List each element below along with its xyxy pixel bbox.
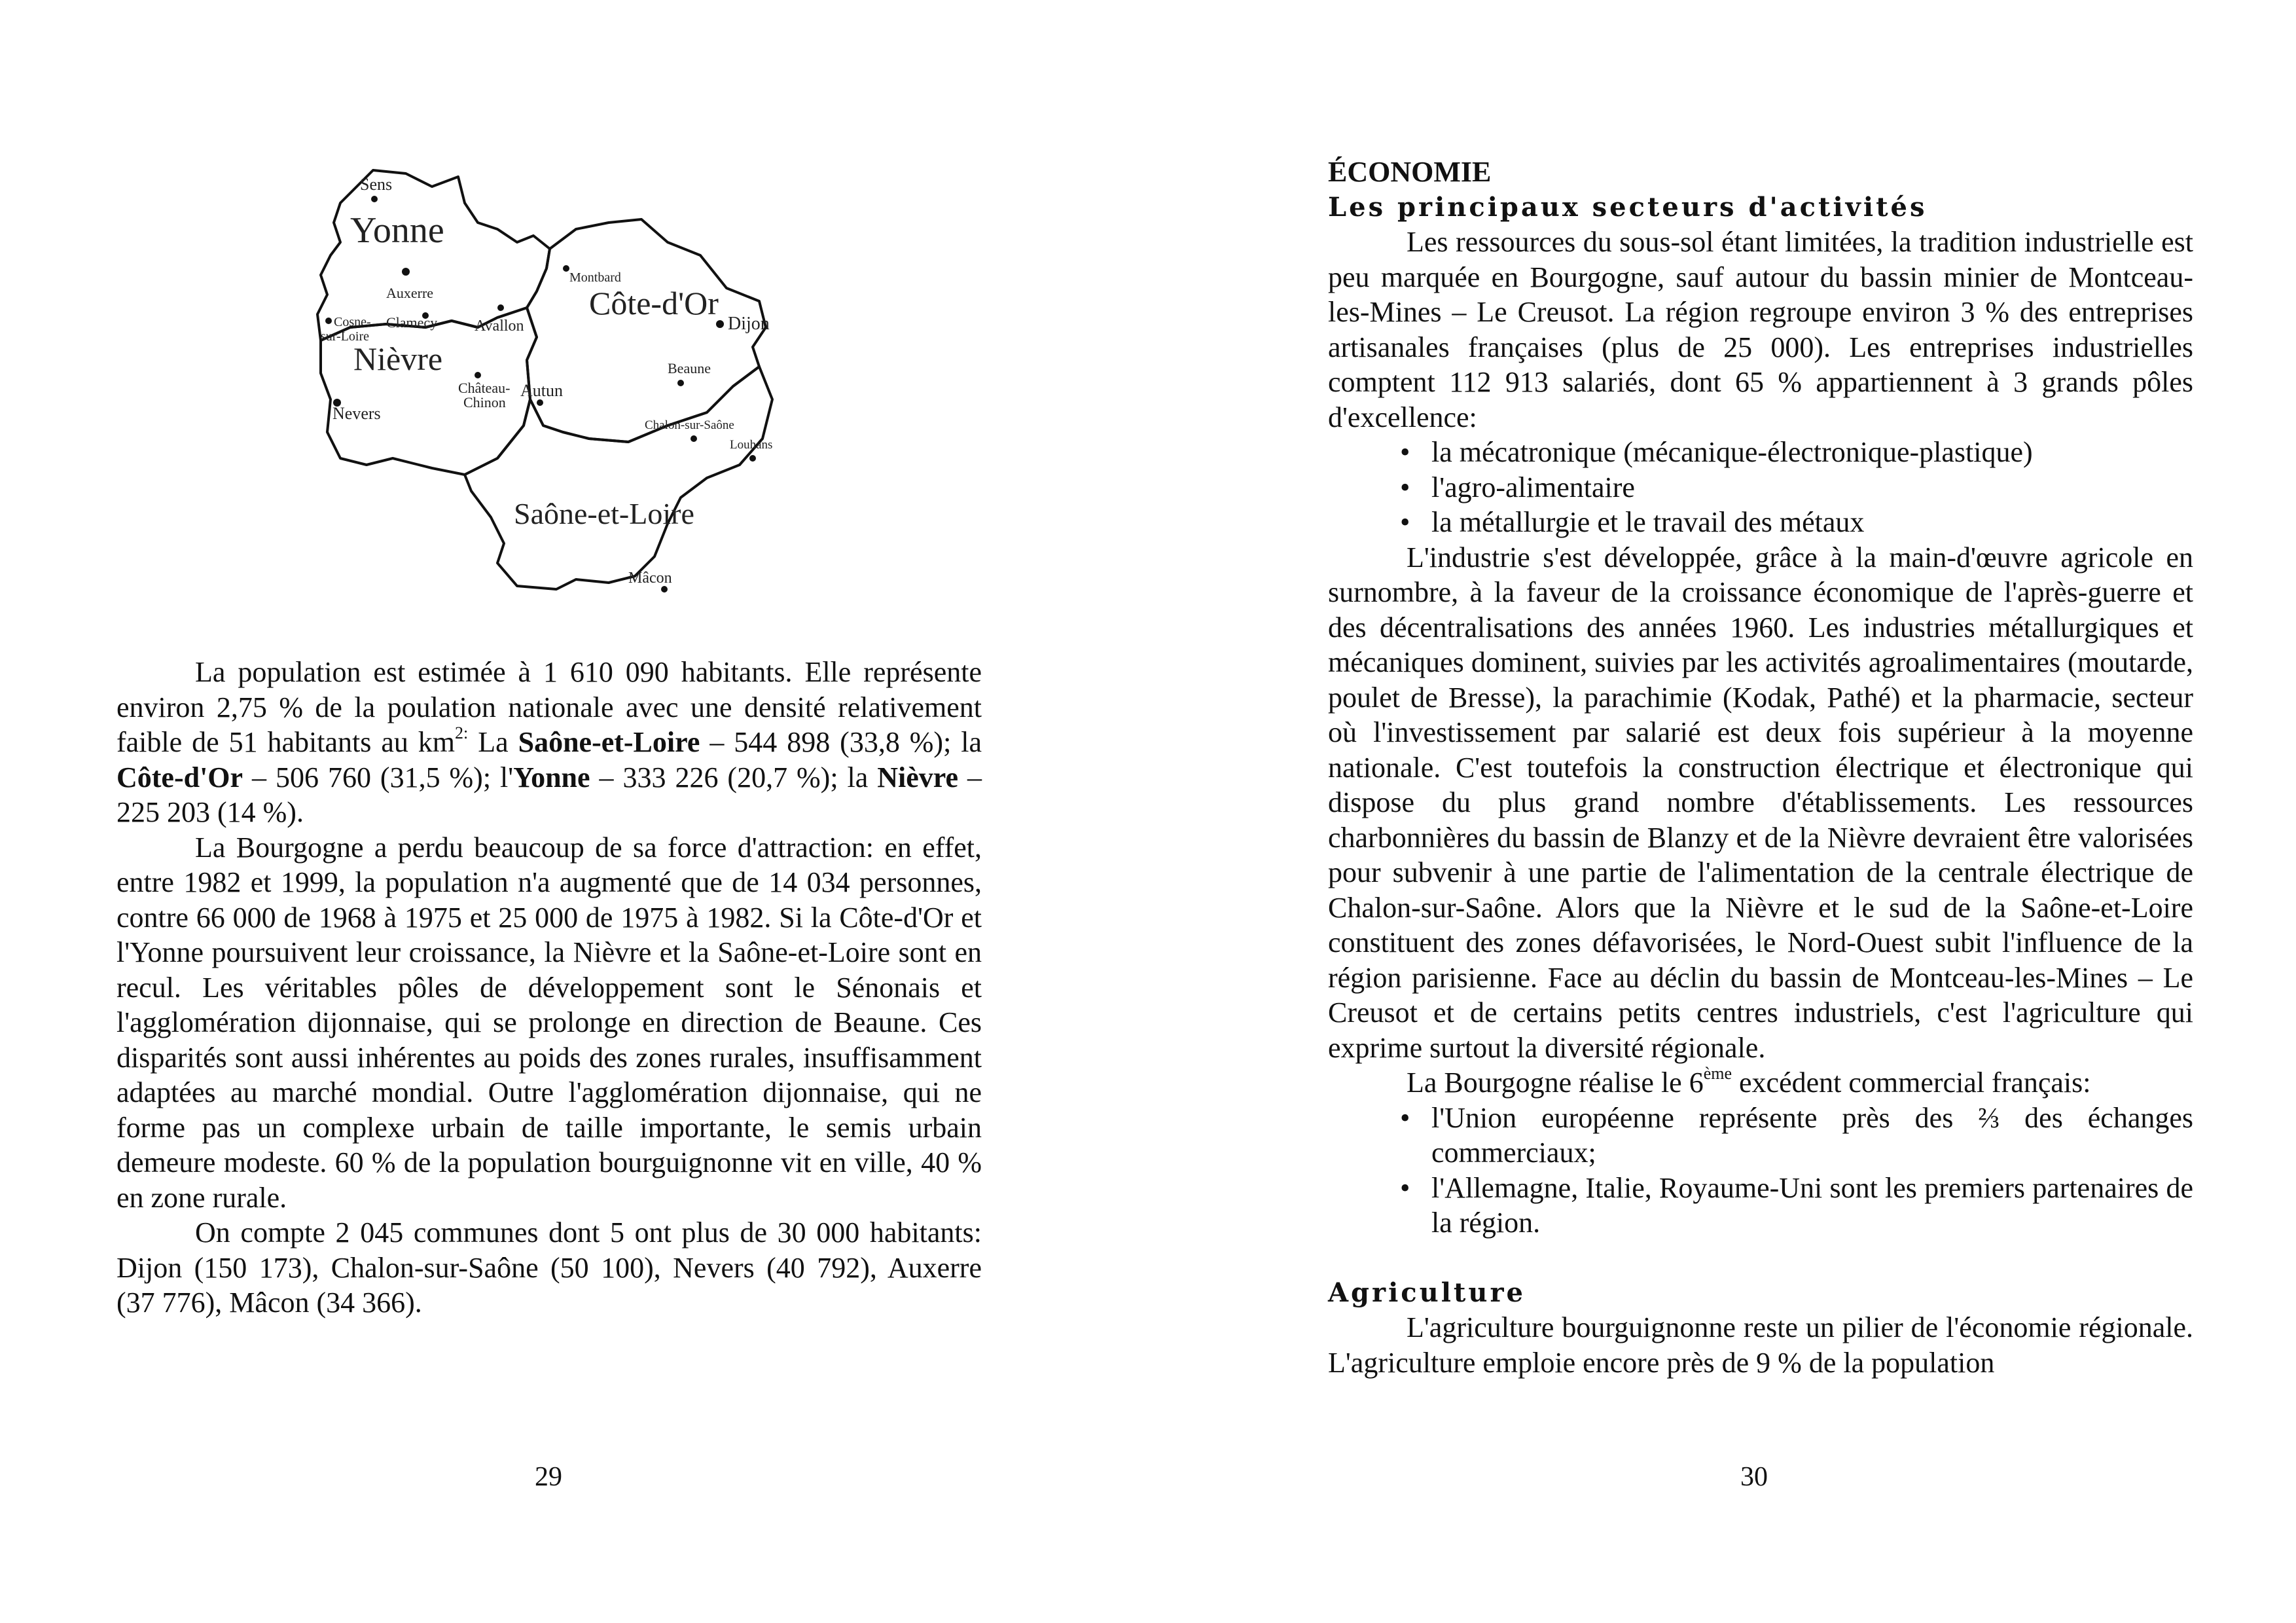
city-dot-autun [537, 399, 543, 406]
label-avallon: Avallon [475, 318, 524, 335]
label-dijon: Dijon [728, 314, 770, 334]
burgundy-map-svg [301, 151, 825, 635]
population-text-c: – 544 898 (33,8 %); la [700, 726, 982, 758]
label-yonne: Yonne [350, 210, 444, 251]
km-superscript: 2: [455, 723, 469, 743]
label-clamecy: Clamecy [386, 314, 438, 331]
label-louhans: Louhans [730, 438, 773, 452]
right-page [1148, 0, 2296, 1623]
right-paragraph-resources: Les ressources du sous-sol étant limitées, la tradition industrielle est peu marquée en Bourgogne, sauf autour du bassin minier de Montceau-les-Mines – Le Creusot. La région regroupe environ 3 % des entreprises artisanales françaises (plus de 25 000). Les entreprises industrielles comptent 112 913 salariés, dont 65 % appartiennent à 3 grands pôles d'excellence: [1328, 226, 2193, 433]
list-item: • la métallurgie et le travail des métaux [1400, 505, 2193, 540]
list-item: • l'agro-alimentaire [1400, 470, 2193, 505]
city-dot-montbard [563, 265, 569, 272]
list-item: • l'Allemagne, Italie, Royaume-Uni sont les premiers partenaires de la région. [1400, 1171, 2193, 1241]
label-beaune: Beaune [668, 360, 711, 376]
bold-saone-et-loire: Saône-et-Loire [518, 726, 700, 758]
right-body-text [1328, 155, 2193, 1380]
city-dot-louhans [749, 455, 756, 462]
section-heading: ÉCONOMIE [1328, 156, 1492, 188]
bold-nievre: Nièvre [877, 761, 959, 793]
label-auxerre: Auxerre [386, 285, 434, 301]
label-sens: Sens [360, 175, 393, 194]
left-paragraph-attraction: La Bourgogne a perdu beaucoup de sa force d'attraction: en effet, entre 1982 et 1999, la population n'a augmenté que de 14 034 personnes, contre 66 000 de 1968 à 1975 et 25 000 de 1975 à 1982. Si la Côte-d'Or et l'Yonne poursuivent leur croissance, la Nièvre et la Saône-et-Loire sont en recul. Les véritables pôles de développement sont le Sénonais et l'agglomération dijonnaise, qui se prolonge en direction de Beaune. Ces disparités sont aussi inhérentes au poids des zones rurales, insuffisamment adaptées au marché mondial. Outre l'agglomération dijonnaise, qui ne forme pas un complexe urbain de taille importante, le semis urbain demeure modeste. 60 % de la population bourguignonne vit en ville, 40 % en zone rurale. [117, 831, 982, 1214]
label-saone-et-loire: Saône-et-Loire [514, 497, 694, 530]
trade-text-a: La Bourgogne réalise le 6 [1407, 1067, 1704, 1099]
population-text-d: – 506 760 (31,5 %); l' [243, 761, 514, 793]
city-dot-beaune [677, 380, 684, 386]
city-dot-cosne [325, 318, 332, 324]
population-text-f: – 225 203 (14 %). [117, 761, 982, 828]
page-number-right: 30 [1740, 1462, 1768, 1492]
list-item: • la mécatronique (mécanique-électronique-plastique) [1400, 435, 2193, 470]
right-paragraph-industry: L'industrie s'est développée, grâce à la main-d'œuvre agricole en surnombre, à la faveur de la croissance économique de l'après-guerre et des décentralisations des années 1960. Les industries métallurgiques et mécaniques dominent, suivies par les activités agroalimentaires (moutarde, poulet de Bresse), la parachimie (Kodak, Pathé) et la pharmacie, secteur où l'investissement par salarié est deux fois supérieur à la moyenne nationale. C'est toutefois la construction électrique et électronique qui dispose du plus grand nombre d'établissements. Les ressources charbonnières du bassin de Blanzy et de la Nièvre devraient être valorisées pour subvenir à une partie de l'alimentation de la centrale électrique de Chalon-sur-Saône. Alors que la Nièvre et le sud de la Saône-et-Loire constituent des zones défavorisées, le Nord-Ouest subit l'influence de la région parisienne. Face au déclin du bassin de Montceau-les-Mines – Le Creusot et de certains petits centres industriels, c'est l'agriculture qui exprime surtout la diversité régionale. [1328, 541, 2193, 1064]
section-spacer [1328, 1241, 2193, 1275]
label-autun: Autun [520, 381, 563, 400]
label-chateau-1: Château- [458, 380, 511, 396]
left-paragraph-population [117, 655, 982, 830]
label-macon: Mâcon [628, 570, 672, 587]
label-montbard: Montbard [569, 270, 621, 285]
city-dot-sens [371, 196, 378, 202]
label-chalon: Chalon-sur-Saône [645, 418, 734, 432]
label-cosne-2: sur-Loire [321, 329, 370, 344]
bullet-list-trade [1328, 1101, 2193, 1241]
label-nievre: Nièvre [353, 340, 443, 377]
city-dot-chateau-chinon [475, 372, 481, 378]
page-number-left: 29 [535, 1462, 562, 1492]
label-cote-dor: Côte-d'Or [589, 285, 719, 321]
subheading-agriculture: Agriculture [1328, 1277, 1526, 1308]
burgundy-map [301, 151, 825, 635]
label-cosne-1: Cosne- [334, 315, 371, 329]
left-paragraph-communes: On compte 2 045 communes dont 5 ont plus de 30 000 habitants: Dijon (150 173), Chalon-sur-Saône (50 100), Nevers (40 792), Auxerre (37 776), Mâcon (34 366). [117, 1216, 982, 1319]
saone-et-loire-outline [465, 367, 772, 589]
right-paragraph-agriculture: L'agriculture bourguignonne reste un pilier de l'économie régionale. L'agriculture emploie encore près de 9 % de la population [1328, 1311, 2193, 1379]
trade-text-b: excédent commercial français: [1732, 1067, 2091, 1099]
city-dot-chalon [691, 435, 697, 442]
bold-cote-dor: Côte-d'Or [117, 761, 243, 793]
list-item: • l'Union européenne représente près des ⅔ des échanges commerciaux; [1400, 1101, 2193, 1171]
population-text-a: La population est estimée à 1 610 090 habitants. Elle représente environ 2,75 % de la poulation nationale avec une densité relativement faible de 51 habitants au km [117, 656, 982, 758]
city-dot-auxerre [402, 268, 410, 276]
population-text-b: La [468, 726, 518, 758]
bold-yonne: Yonne [513, 761, 590, 793]
population-text-e: – 333 226 (20,7 %); la [590, 761, 878, 793]
city-dot-macon [661, 586, 668, 593]
ordinal-superscript: ème [1703, 1064, 1732, 1084]
city-dot-avallon [497, 304, 504, 311]
left-body-text [117, 655, 982, 1321]
bullet-list-poles [1328, 435, 2193, 540]
label-nevers: Nevers [332, 404, 381, 423]
right-paragraph-trade [1328, 1065, 2193, 1101]
label-chateau-2: Chinon [463, 394, 506, 410]
subheading-sectors: Les principaux secteurs d'activités [1328, 191, 1928, 223]
